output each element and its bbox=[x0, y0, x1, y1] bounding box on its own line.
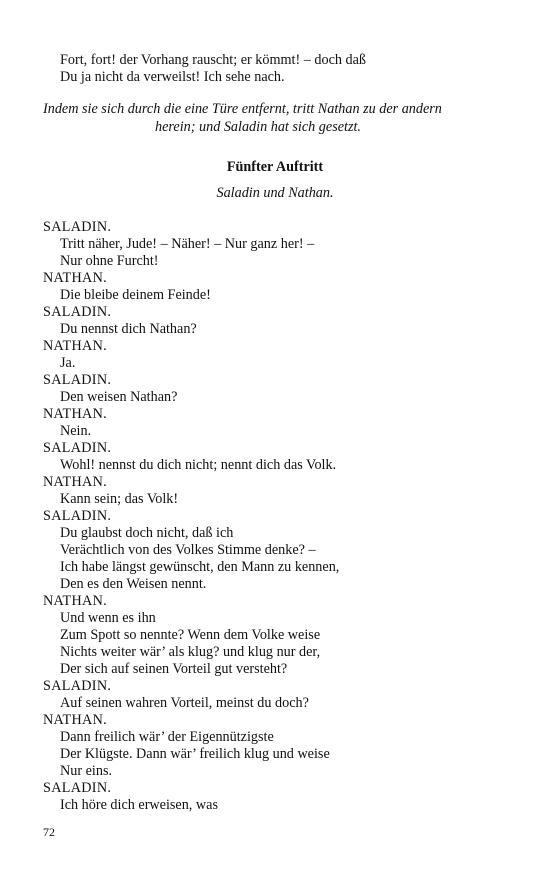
dialogue-line: Nein. bbox=[60, 423, 92, 439]
dialogue-line: Nur ohne Furcht! bbox=[60, 253, 159, 269]
dialogue-line: Der sich auf seinen Vorteil gut versteht? bbox=[60, 661, 288, 677]
verse-line: Du ja nicht da verweilst! Ich sehe nach. bbox=[60, 69, 285, 85]
dialogue-line: Du nennst dich Nathan? bbox=[60, 321, 197, 337]
dialogue bbox=[43, 219, 510, 814]
speaker-name: SALADIN. bbox=[43, 219, 112, 235]
dialogue-line: Und wenn es ihn bbox=[60, 610, 156, 626]
dialogue-line: Den weisen Nathan? bbox=[60, 389, 178, 405]
speaker-name: SALADIN. bbox=[43, 780, 112, 796]
speaker-name: NATHAN. bbox=[43, 712, 107, 728]
speaker-name: SALADIN. bbox=[43, 678, 112, 694]
dialogue-line: Wohl! nennst du dich nicht; nennt dich das Volk. bbox=[60, 457, 337, 473]
dialogue-line: Nichts weiter wär’ als klug? und klug nur der, bbox=[60, 644, 321, 660]
speaker-name: SALADIN. bbox=[43, 304, 112, 320]
dialogue-line: Zum Spott so nennte? Wenn dem Volke weise bbox=[60, 627, 321, 643]
dialogue-line: Ich habe längst gewünscht, den Mann zu kennen, bbox=[60, 559, 340, 575]
speaker-name: SALADIN. bbox=[43, 440, 112, 456]
verse-line: Fort, fort! der Vorhang rauscht; er kömmt! – doch daß bbox=[60, 52, 367, 68]
speaker-name: NATHAN. bbox=[43, 406, 107, 422]
dialogue-line: Tritt näher, Jude! – Näher! – Nur ganz her! – bbox=[60, 236, 315, 252]
stage-direction-line: Indem sie sich durch die eine Türe entfernt, tritt Nathan zu der andern bbox=[43, 101, 442, 117]
speaker-name: NATHAN. bbox=[43, 593, 107, 609]
speaker-name: NATHAN. bbox=[43, 474, 107, 490]
dialogue-line: Nur eins. bbox=[60, 763, 113, 779]
dialogue-line: Den es den Weisen nennt. bbox=[60, 576, 207, 592]
dialogue-line: Die bleibe deinem Feinde! bbox=[60, 287, 211, 303]
speaker-name: NATHAN. bbox=[43, 270, 107, 286]
scene-persons: Saladin und Nathan. bbox=[216, 185, 334, 201]
page-number: 72 bbox=[43, 825, 55, 839]
dialogue-line: Ja. bbox=[60, 355, 76, 371]
stage-direction bbox=[43, 100, 473, 136]
dialogue-line: Verächtlich von des Volkes Stimme denke? – bbox=[60, 542, 316, 558]
dialogue-line: Auf seinen wahren Vorteil, meinst du doch? bbox=[60, 695, 309, 711]
speaker-name: SALADIN. bbox=[43, 372, 112, 388]
scene-heading: Fünfter Auftritt bbox=[226, 159, 324, 175]
dialogue-line: Der Klügste. Dann wär’ freilich klug und weise bbox=[60, 746, 330, 762]
speaker-name: SALADIN. bbox=[43, 508, 112, 524]
dialogue-line: Du glaubst doch nicht, daß ich bbox=[60, 525, 234, 541]
speaker-name: NATHAN. bbox=[43, 338, 107, 354]
dialogue-line: Ich höre dich erweisen, was bbox=[60, 797, 218, 813]
dialogue-line: Kann sein; das Volk! bbox=[60, 491, 179, 507]
dialogue-line: Dann freilich wär’ der Eigennützigste bbox=[60, 729, 274, 745]
opening-verse bbox=[43, 52, 510, 86]
stage-direction-line: herein; und Saladin hat sich gesetzt. bbox=[155, 119, 361, 135]
